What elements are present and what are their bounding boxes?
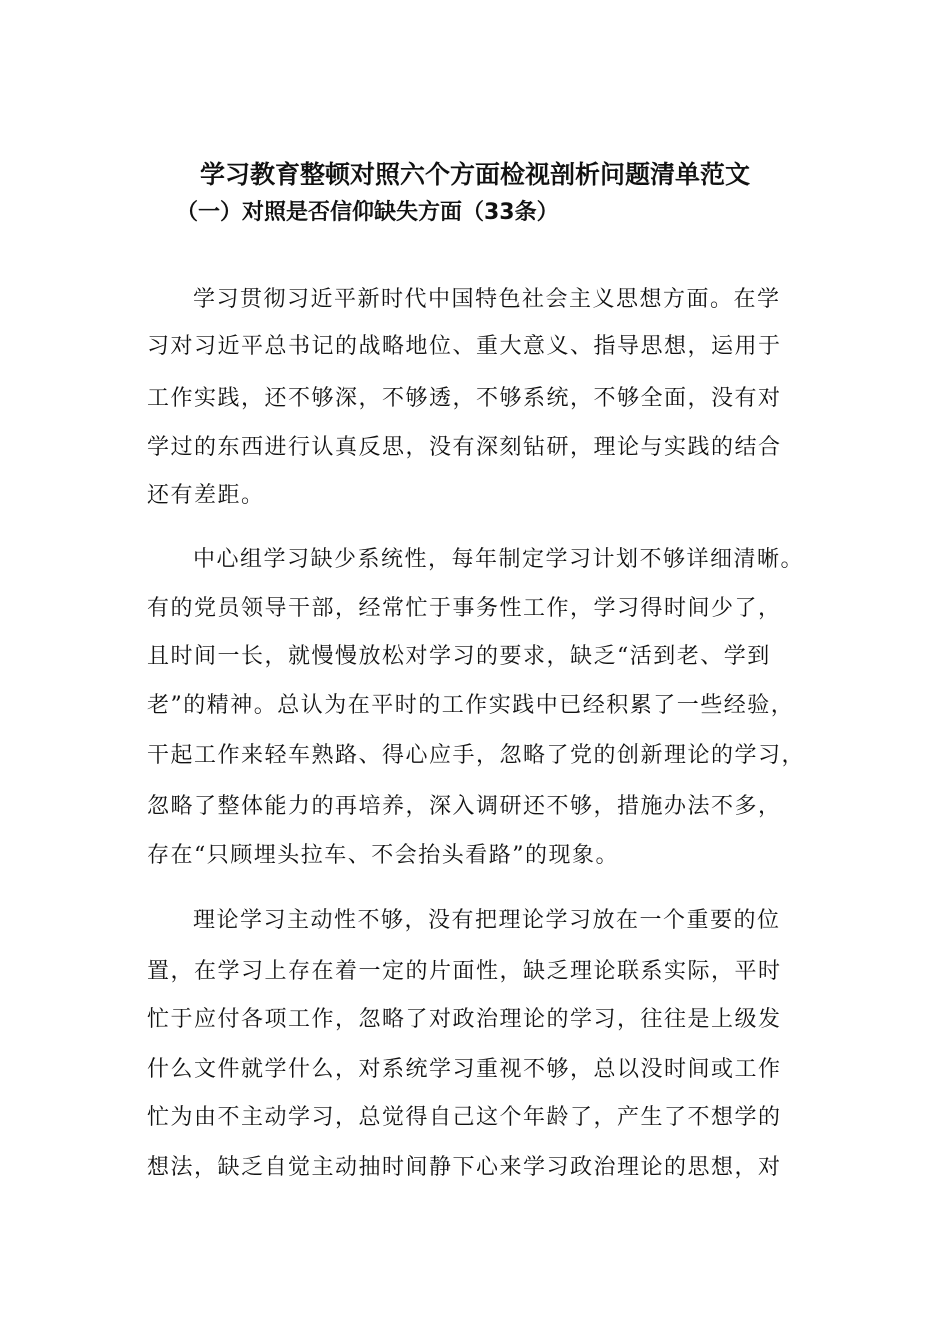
paragraph-2-line-3: 且时间一长，就慢慢放松对学习的要求，缺乏“活到老、学到 [147,644,771,669]
paragraph-3-line-6: 想法，缺乏自觉主动抽时间静下心来学习政治理论的思想，对 [147,1155,782,1180]
paragraph-1-line-3: 工作实践，还不够深，不够透，不够系统，不够全面，没有对 [147,386,782,411]
paragraph-3-line-1: 理论学习主动性不够，没有把理论学习放在一个重要的位 [193,908,781,933]
paragraph-3-line-2: 置，在学习上存在着一定的片面性，缺乏理论联系实际，平时 [147,959,782,984]
paragraph-2-line-1: 中心组学习缺少系统性，每年制定学习计划不够详细清晰。 [193,547,805,572]
paragraph-2-line-4: 老”的精神。总认为在平时的工作实践中已经积累了一些经验， [147,693,795,718]
section-heading: （一）对照是否信仰缺失方面（33条） [176,200,559,225]
paragraph-1-line-4: 学过的东西进行认真反思，没有深刻钻研，理论与实践的结合 [147,435,782,460]
paragraph-1-line-5: 还有差距。 [147,483,265,508]
paragraph-2-line-5: 干起工作来轻车熟路、得心应手，忽略了党的创新理论的学习， [147,743,806,768]
paragraph-1-line-2: 习对习近平总书记的战略地位、重大意义、指导思想，运用于 [147,334,782,359]
paragraph-1-line-1: 学习贯彻习近平新时代中国特色社会主义思想方面。在学 [193,287,781,312]
paragraph-3-line-5: 忙为由不主动学习，总觉得自己这个年龄了，产生了不想学的 [147,1105,782,1130]
paragraph-3-line-4: 什么文件就学什么，对系统学习重视不够，总以没时间或工作 [147,1057,782,1082]
paragraph-2-line-2: 有的党员领导干部，经常忙于事务性工作，学习得时间少了， [147,596,782,621]
paragraph-3-line-3: 忙于应付各项工作，忽略了对政治理论的学习，往往是上级发 [147,1007,782,1032]
document-title: 学习教育整顿对照六个方面检视剖析问题清单范文 [199,160,750,189]
paragraph-2-line-7: 存在“只顾埋头拉车、不会抬头看路”的现象。 [147,843,619,868]
paragraph-2-line-6: 忽略了整体能力的再培养，深入调研还不够，措施办法不多， [147,794,782,819]
